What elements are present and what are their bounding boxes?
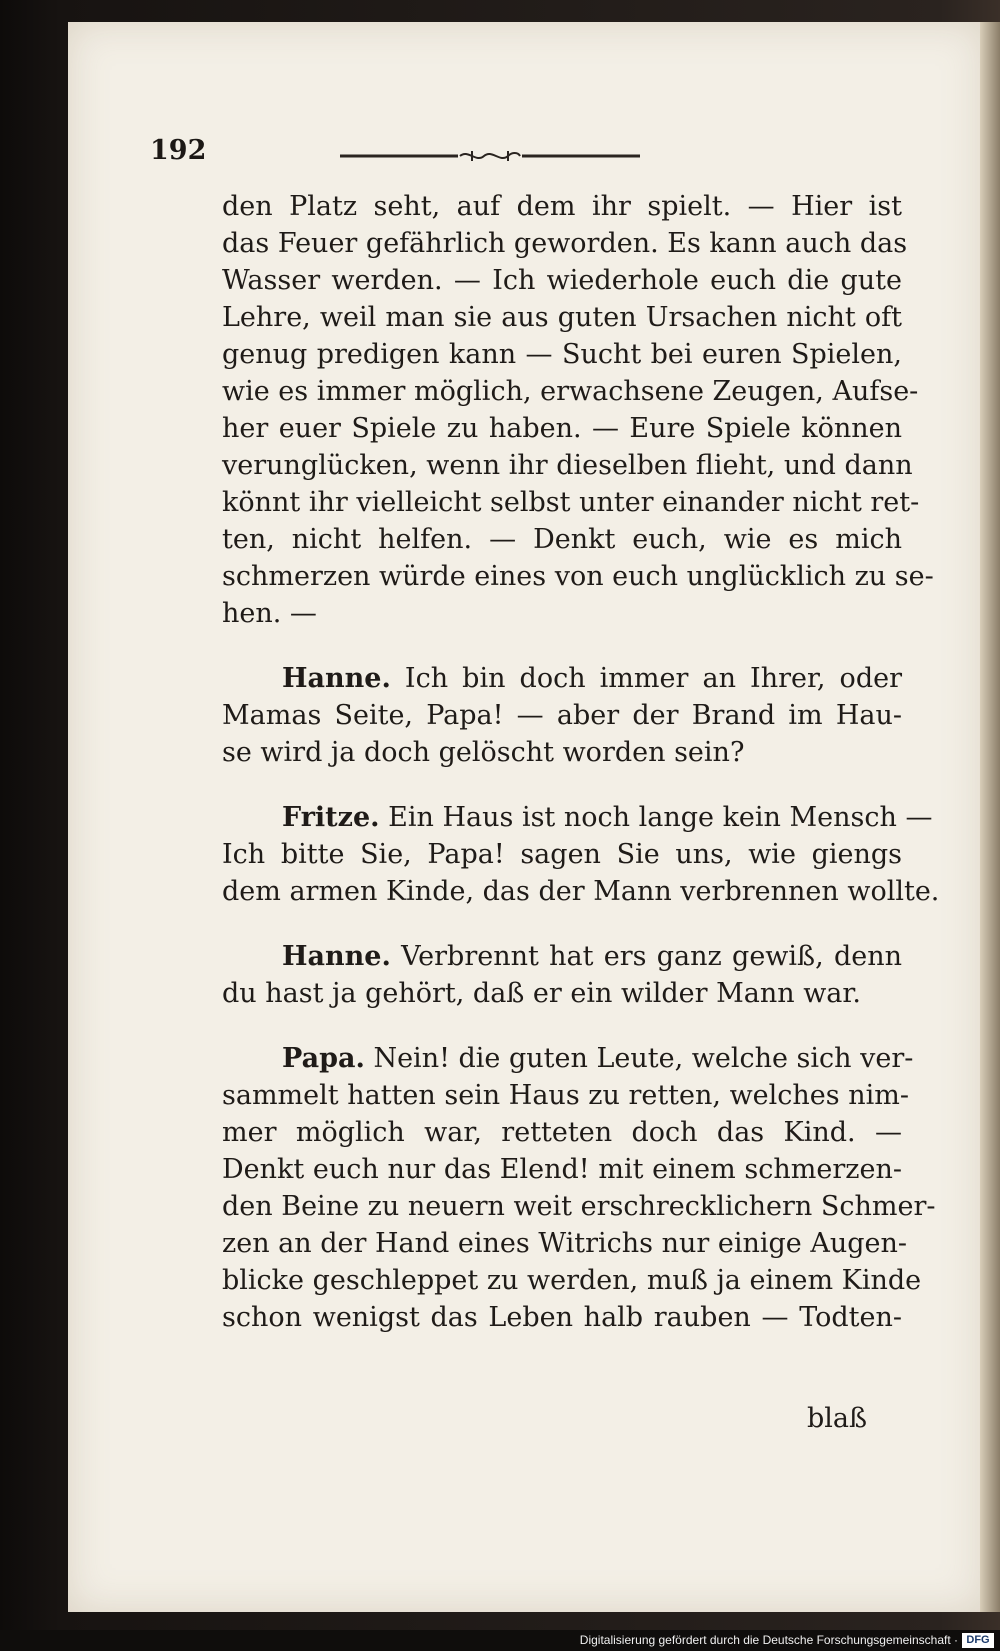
text-line: wie es immer möglich, erwachsene Zeugen, Aufse- bbox=[222, 376, 919, 407]
text-line bbox=[222, 938, 902, 975]
text-line: her euer Spiele zu haben. — Eure Spiele können bbox=[222, 413, 902, 444]
text-line: mer möglich war, retteten doch das Kind. — bbox=[222, 1117, 902, 1148]
text-line bbox=[222, 799, 933, 836]
speech-text: Ich bin doch immer an Ihrer, oder bbox=[404, 663, 902, 694]
text-line: genug predigen kann — Sucht bei euren Spielen, bbox=[222, 339, 902, 370]
text-line: zen an der Hand eines Witrichs nur einige Augen- bbox=[222, 1228, 907, 1259]
page-header bbox=[150, 135, 910, 175]
speech-fritze bbox=[222, 799, 940, 910]
page-text bbox=[222, 188, 940, 1364]
text-line: Mamas Seite, Papa! — aber der Brand im Hau- bbox=[222, 700, 902, 731]
text-line: dem armen Kinde, das der Mann verbrennen wollte. bbox=[222, 876, 940, 907]
page-number: 192 bbox=[150, 135, 207, 166]
speech-hanne-1 bbox=[222, 660, 902, 771]
speech-papa bbox=[222, 1040, 936, 1336]
text-line: Lehre, weil man sie aus guten Ursachen nicht oft bbox=[222, 302, 902, 333]
text-line: den Platz seht, auf dem ihr spielt. — Hier ist bbox=[222, 191, 902, 222]
speaker-name: Fritze. bbox=[282, 802, 380, 833]
speech-hanne-2 bbox=[222, 938, 902, 1012]
text-line: blicke geschleppet zu werden, muß ja einem Kinde bbox=[222, 1265, 922, 1296]
text-line: Denkt euch nur das Elend! mit einem schmerzen- bbox=[222, 1154, 902, 1185]
text-line: ten, nicht helfen. — Denkt euch, wie es mich bbox=[222, 524, 902, 555]
speech-text: Ein Haus ist noch lange kein Mensch — bbox=[388, 802, 933, 833]
speaker-name: Papa. bbox=[282, 1043, 365, 1074]
text-line: Ich bitte Sie, Papa! sagen Sie uns, wie giengs bbox=[222, 839, 902, 870]
dfg-logo[interactable]: DFG bbox=[962, 1633, 994, 1648]
text-line: schmerzen würde eines von euch unglücklich zu se- bbox=[222, 561, 934, 592]
digitization-footer bbox=[0, 1630, 1000, 1651]
text-line: könnt ihr vielleicht selbst unter einander nicht ret- bbox=[222, 487, 920, 518]
speaker-name: Hanne. bbox=[282, 663, 391, 694]
text-line: hen. — bbox=[222, 598, 317, 629]
speech-text: Verbrennt hat ers ganz gewiß, denn bbox=[401, 941, 902, 972]
text-line bbox=[222, 660, 902, 697]
text-line: schon wenigst das Leben halb rauben — Todten- bbox=[222, 1302, 902, 1333]
text-line: verunglücken, wenn ihr dieselben flieht, und dann bbox=[222, 450, 913, 481]
text-line: den Beine zu neuern weit erschrecklichern Schmer- bbox=[222, 1191, 936, 1222]
page-edge bbox=[980, 22, 1000, 1612]
text-line: se wird ja doch gelöscht worden sein? bbox=[222, 737, 745, 768]
text-line: das Feuer gefährlich geworden. Es kann auch das bbox=[222, 228, 908, 259]
ornament-rule bbox=[340, 149, 640, 163]
speech-text: Nein! die guten Leute, welche sich ver- bbox=[373, 1043, 914, 1074]
catchword: blaß bbox=[807, 1403, 868, 1434]
text-line: du hast ja gehört, daß er ein wilder Mann war. bbox=[222, 978, 861, 1009]
speaker-name: Hanne. bbox=[282, 941, 391, 972]
paragraph-continuation bbox=[222, 188, 934, 632]
text-line: sammelt hatten sein Haus zu retten, welches nim- bbox=[222, 1080, 909, 1111]
funding-notice: Digitalisierung gefördert durch die Deutsche Forschungsgemeinschaft · bbox=[579, 1633, 958, 1647]
text-line: Wasser werden. — Ich wiederhole euch die gute bbox=[222, 265, 902, 296]
text-line bbox=[222, 1040, 914, 1077]
